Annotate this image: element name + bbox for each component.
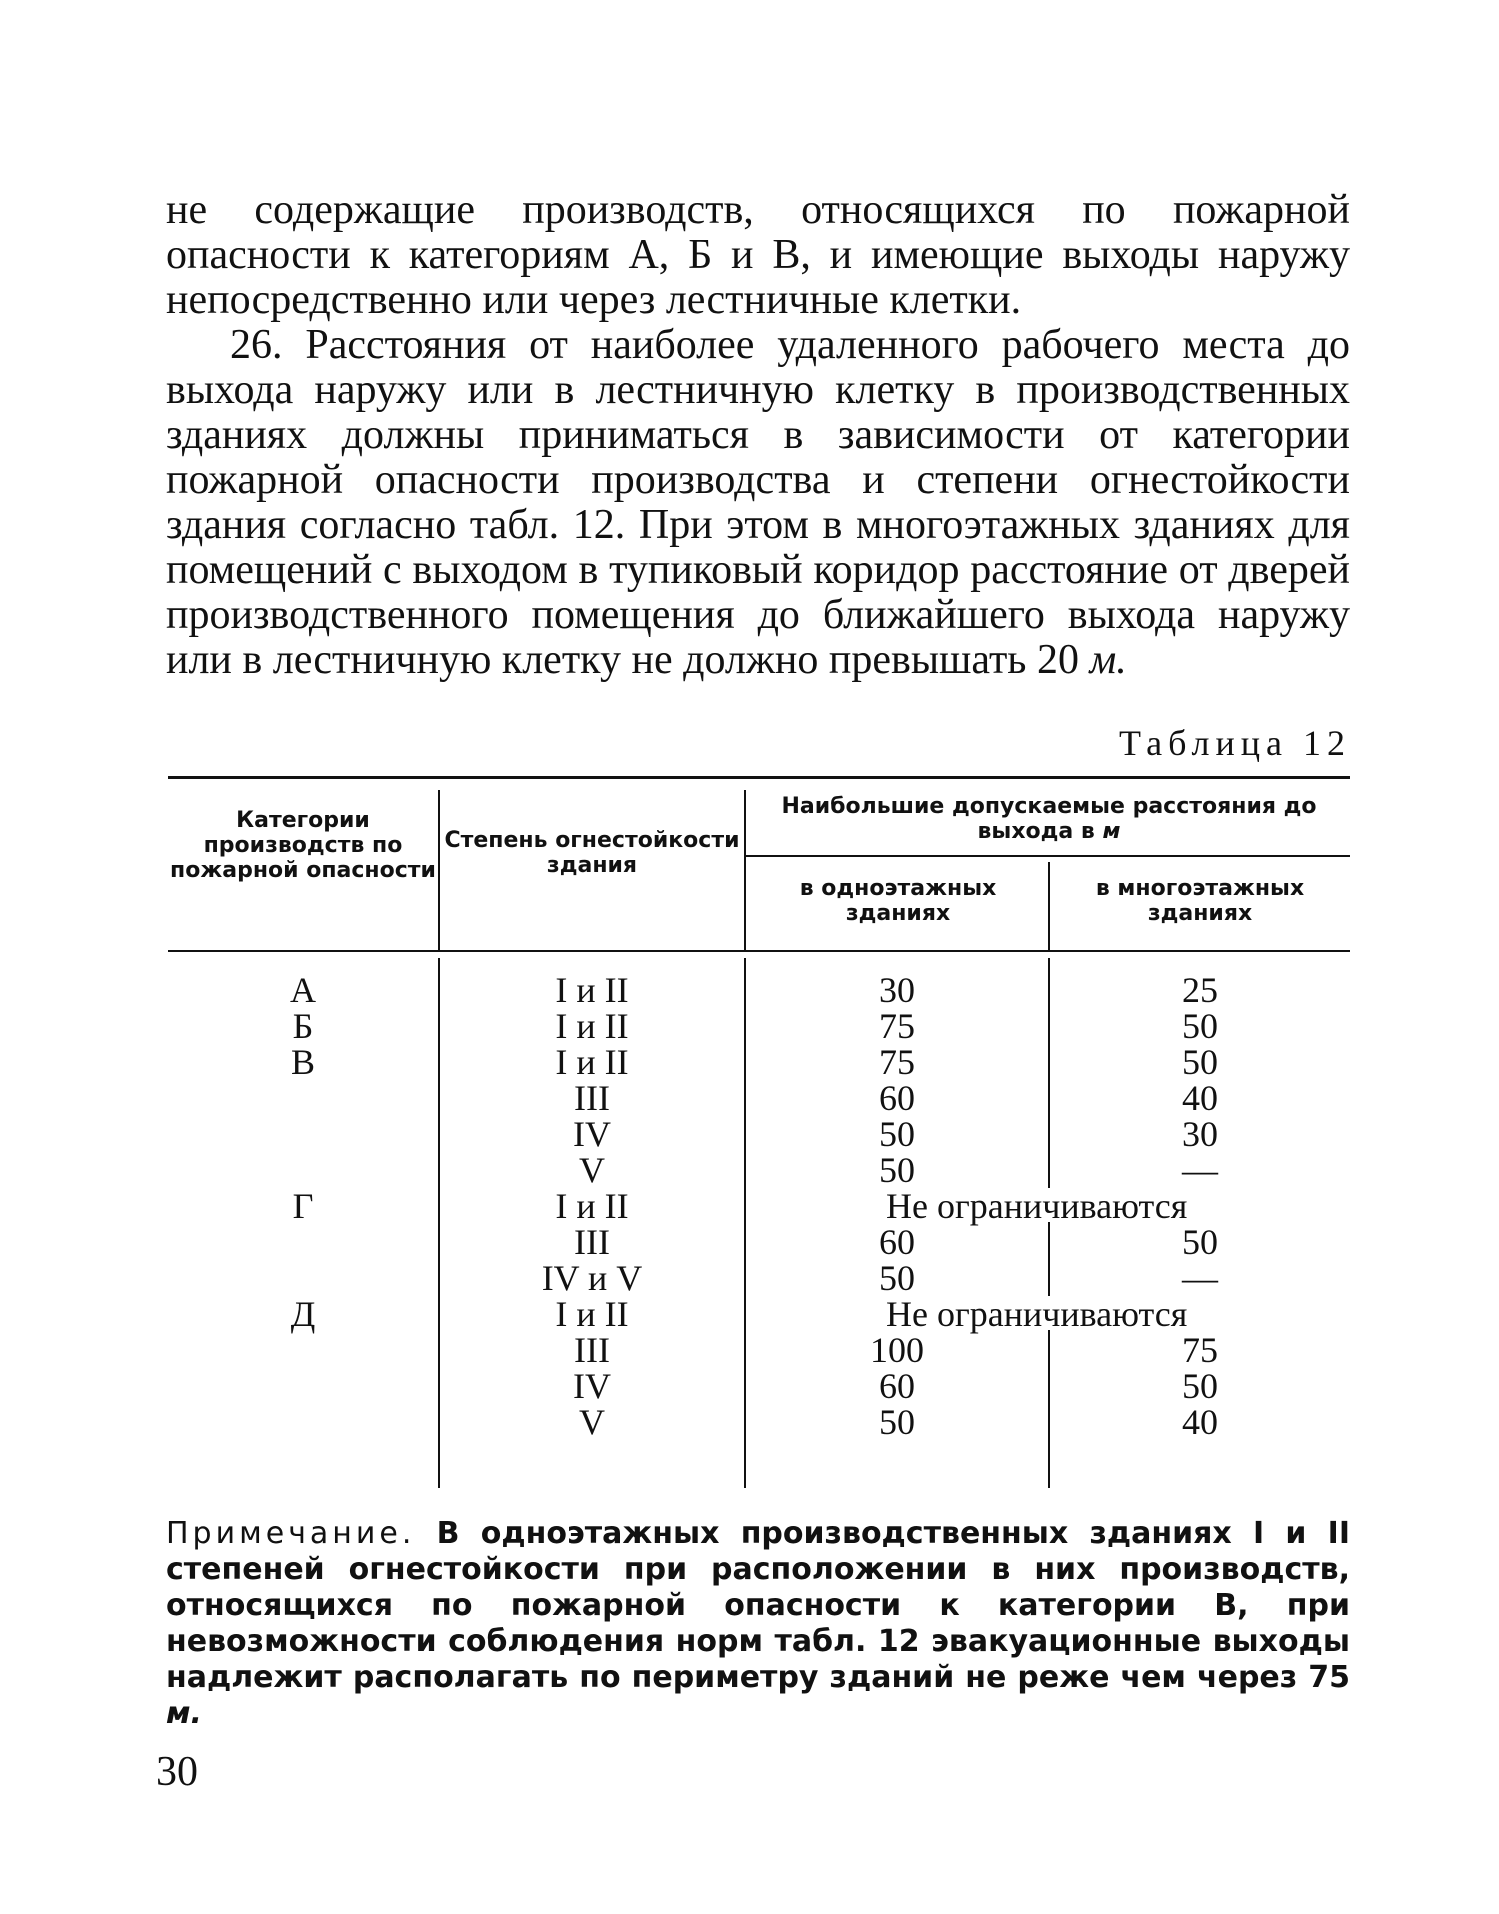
paragraph-2-text: 26. Расстояния от наиболее удаленного рабочего места до выхода наружу или в лестничную клетку в производственных зданиях должны приниматься в зависимости от категории пожарной опасности производства и степени огнестойкости здания согласно табл. 12. При этом в многоэтажных зданиях для помещений с выходом в тупиковый коридор расстояние от дверей производственного помещения до ближайшего выхода наружу или в лестничную клетку не должно превышать 20: [166, 322, 1350, 683]
cell-degree: V: [579, 1150, 605, 1190]
header-divider-2: [744, 790, 746, 950]
cell-multi-storey: 75: [1182, 1330, 1218, 1370]
table-title: Таблица 12: [1119, 723, 1351, 763]
cell-single-storey: 50: [879, 1114, 915, 1154]
header-single-storey: в одноэтажных зданиях: [799, 876, 997, 926]
table-row: [168, 1044, 1350, 1080]
distance-table: [168, 776, 1350, 1488]
table-row: [168, 972, 1350, 1008]
table-row: [168, 1080, 1350, 1116]
cell-degree: V: [579, 1402, 605, 1442]
cell-not-limited: Не ограничиваются: [886, 1186, 1188, 1226]
cell-multi-storey: 40: [1182, 1078, 1218, 1118]
table-row: [168, 1404, 1350, 1440]
paragraph-2-unit: м.: [1089, 637, 1127, 683]
header-max-distance-text: Наибольшие допускаемые расстояния до выхода в: [781, 794, 1317, 844]
note-lead: Примечание.: [166, 1516, 416, 1551]
note-unit: м.: [166, 1696, 202, 1731]
header-degree: Степень огнестойкости здания: [444, 828, 740, 878]
cell-multi-storey: 50: [1182, 1366, 1218, 1406]
cell-single-storey: 50: [879, 1258, 915, 1298]
table-row: [168, 1368, 1350, 1404]
cell-category: А: [290, 970, 316, 1010]
page-number: 30: [156, 1749, 198, 1795]
cell-multi-storey: 50: [1182, 1042, 1218, 1082]
table-row: [168, 1116, 1350, 1152]
table-row: [168, 1224, 1350, 1260]
cell-multi-storey: 25: [1182, 970, 1218, 1010]
paragraph-1: не содержащие производств, относящихся по пожарной опасности к категориям А, Б и В, и имеющие выходы наружу непосредственно или через лестничные клетки.: [166, 187, 1350, 323]
table-row: [168, 1332, 1350, 1368]
cell-degree: III: [574, 1330, 610, 1370]
cell-multi-storey: —: [1182, 1258, 1218, 1298]
cell-degree: I и II: [555, 970, 629, 1010]
cell-multi-storey: 50: [1182, 1222, 1218, 1262]
table-body: [168, 972, 1350, 1440]
cell-multi-storey: 50: [1182, 1006, 1218, 1046]
table-header-rule: [168, 950, 1350, 952]
header-max-distance-unit: м: [1102, 819, 1121, 844]
table-top-rule: [168, 776, 1350, 779]
cell-single-storey: 30: [879, 970, 915, 1010]
table-row: [168, 1152, 1350, 1188]
cell-category: В: [290, 1042, 315, 1082]
cell-multi-storey: 40: [1182, 1402, 1218, 1442]
table-row: [168, 1296, 1350, 1332]
cell-degree: I и II: [555, 1186, 629, 1226]
cell-single-storey: 60: [879, 1366, 915, 1406]
cell-degree: III: [574, 1078, 610, 1118]
cell-degree: I и II: [555, 1042, 629, 1082]
table-row: [168, 1008, 1350, 1044]
table-row: [168, 1188, 1350, 1224]
cell-category: Д: [290, 1294, 316, 1334]
cell-single-storey: 50: [879, 1150, 915, 1190]
table-subheader-rule: [746, 855, 1350, 857]
cell-single-storey: 60: [879, 1078, 915, 1118]
paragraph-2: [166, 323, 1350, 683]
cell-multi-storey: —: [1182, 1150, 1218, 1190]
cell-degree: IV: [573, 1366, 611, 1406]
header-multi-storey: в многоэтажных зданиях: [1095, 876, 1305, 926]
cell-single-storey: 75: [879, 1042, 915, 1082]
cell-single-storey: 50: [879, 1402, 915, 1442]
header-category: Категории производств по пожарной опасности: [170, 808, 436, 883]
table-note: [166, 1516, 1350, 1732]
cell-degree: III: [574, 1222, 610, 1262]
cell-category: Б: [292, 1006, 314, 1046]
cell-multi-storey: 30: [1182, 1114, 1218, 1154]
cell-degree: IV: [573, 1114, 611, 1154]
cell-not-limited: Не ограничиваются: [886, 1294, 1188, 1334]
cell-degree: IV и V: [541, 1258, 643, 1298]
note-text: В одноэтажных производственных зданиях I и II степеней огнестойкости при расположении в них производств, относящихся по пожарной опасности к категории В, при невозможности соблюдения норм табл. 12 эвакуационные выходы надлежит располагать по периметру зданий не реже чем через 75: [166, 1516, 1351, 1695]
header-max-distance: [748, 794, 1350, 844]
cell-single-storey: 100: [870, 1330, 924, 1370]
cell-category: Г: [292, 1186, 314, 1226]
table-row: [168, 1260, 1350, 1296]
cell-single-storey: 75: [879, 1006, 915, 1046]
cell-degree: I и II: [555, 1006, 629, 1046]
cell-degree: I и II: [555, 1294, 629, 1334]
cell-single-storey: 60: [879, 1222, 915, 1262]
